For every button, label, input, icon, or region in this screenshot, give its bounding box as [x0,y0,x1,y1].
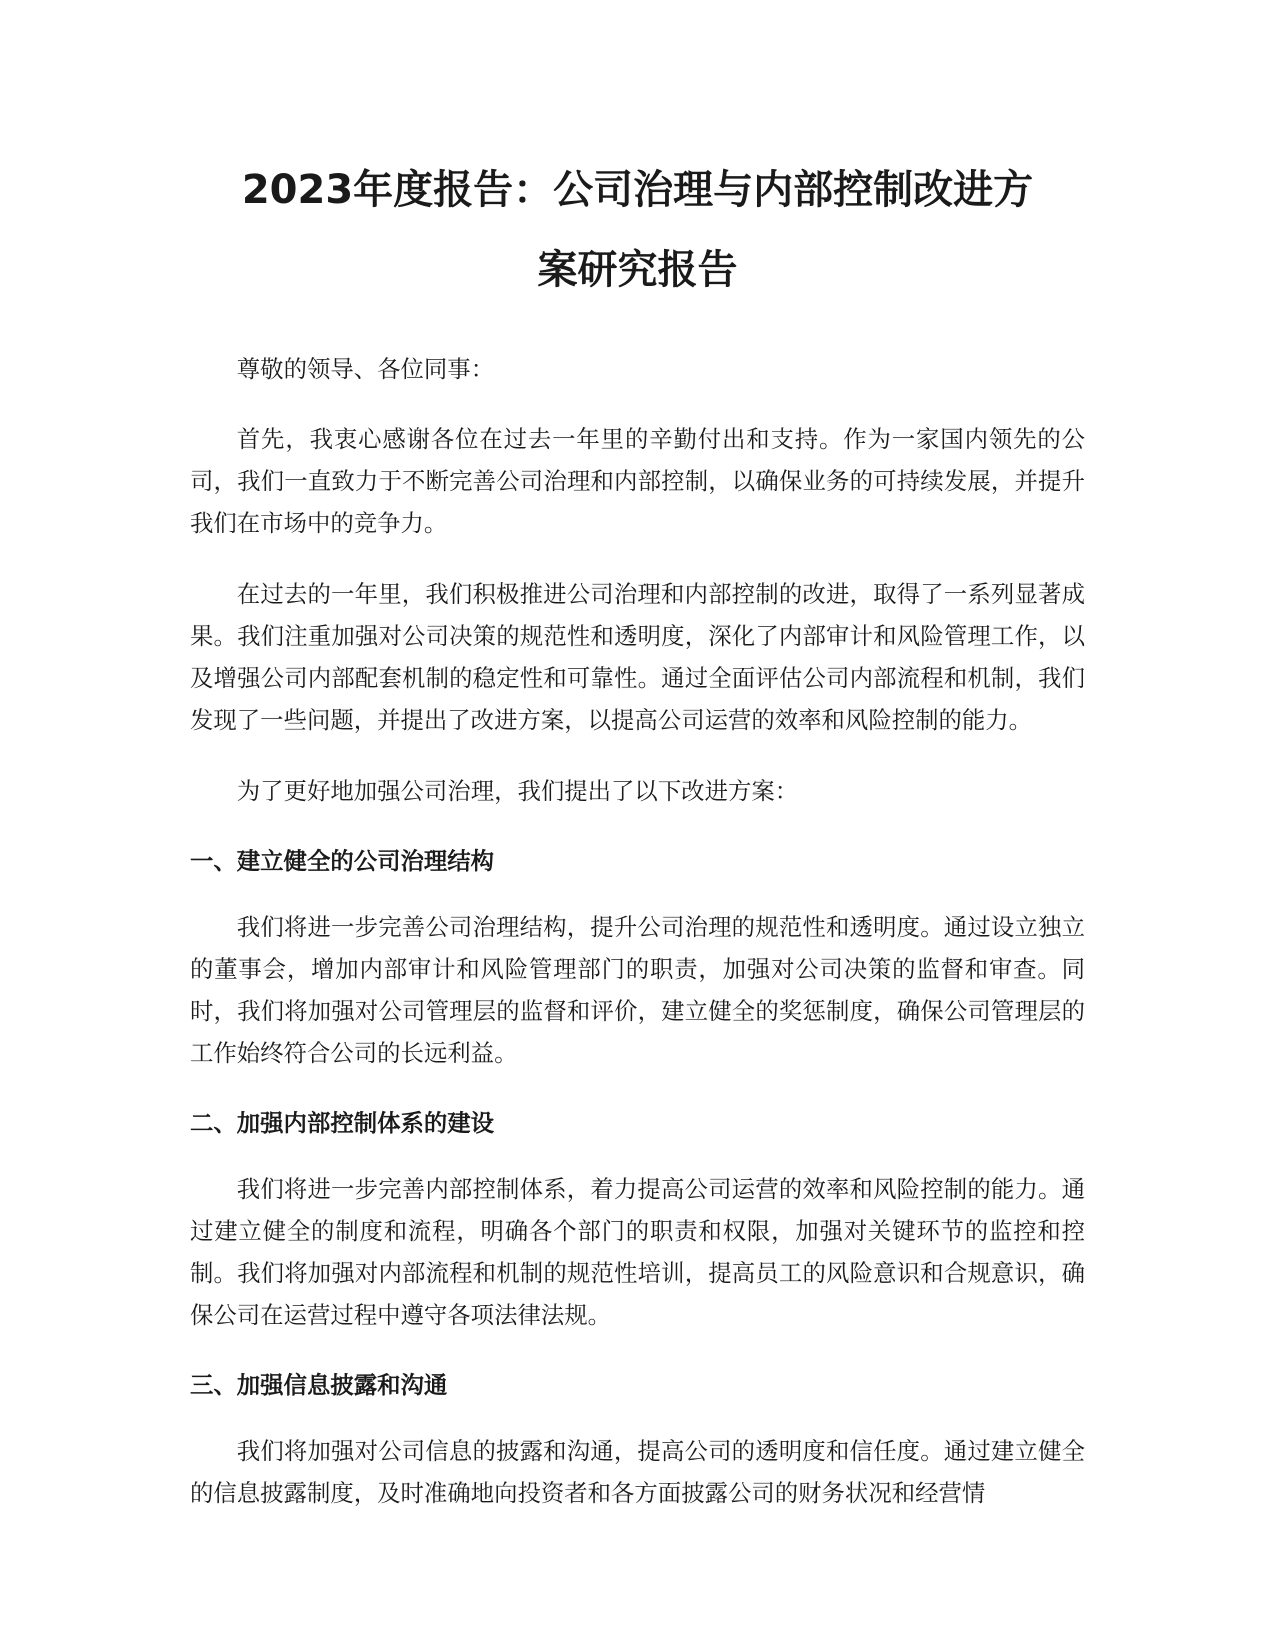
intro-paragraph-3: 为了更好地加强公司治理，我们提出了以下改进方案： [236,777,799,805]
section-body-2: 我们将进一步完善内部控制体系，着力提高公司运营的效率和风险控制的能力。通过建立健全的制度和流程，明确各个部门的职责和权限，加强对关键环节的监控和控制。我们将加强对内部流程和机制的规范性培训，提高员工的风险意识和合规意识，确保公司在运营过程中遵守各项法律法规。 [190,1175,1085,1329]
document-title [190,150,1085,310]
intro-paragraph-1: 首先，我衷心感谢各位在过去一年里的辛勤付出和支持。作为一家国内领先的公司，我们一直致力于不断完善公司治理和内部控制，以确保业务的可持续发展，并提升我们在市场中的竞争力。 [190,425,1085,537]
section-heading-3: 三、加强信息披露和沟通 [190,1371,448,1399]
section-heading-1: 一、建立健全的公司治理结构 [190,847,495,875]
title-line-1: 2023年度报告：公司治理与内部控制改进方 [241,167,1034,213]
section-body-3: 我们将加强对公司信息的披露和沟通，提高公司的透明度和信任度。通过建立健全的信息披露制度，及时准确地向投资者和各方面披露公司的财务状况和经营情 [190,1437,1085,1507]
section-body-1: 我们将进一步完善公司治理结构，提升公司治理的规范性和透明度。通过设立独立的董事会，增加内部审计和风险管理部门的职责，加强对公司决策的监督和审查。同时，我们将加强对公司管理层的监督和评价，建立健全的奖惩制度，确保公司管理层的工作始终符合公司的长远利益。 [190,913,1085,1067]
intro-paragraph-2: 在过去的一年里，我们积极推进公司治理和内部控制的改进，取得了一系列显著成果。我们注重加强对公司决策的规范性和透明度，深化了内部审计和风险管理工作，以及增强公司内部配套机制的稳定性和可靠性。通过全面评估公司内部流程和机制，我们发现了一些问题，并提出了改进方案，以提高公司运营的效率和风险控制的能力。 [190,580,1085,734]
section-heading-2: 二、加强内部控制体系的建设 [190,1109,495,1137]
title-line-2: 案研究报告 [537,247,738,293]
greeting: 尊敬的领导、各位同事： [236,355,495,383]
